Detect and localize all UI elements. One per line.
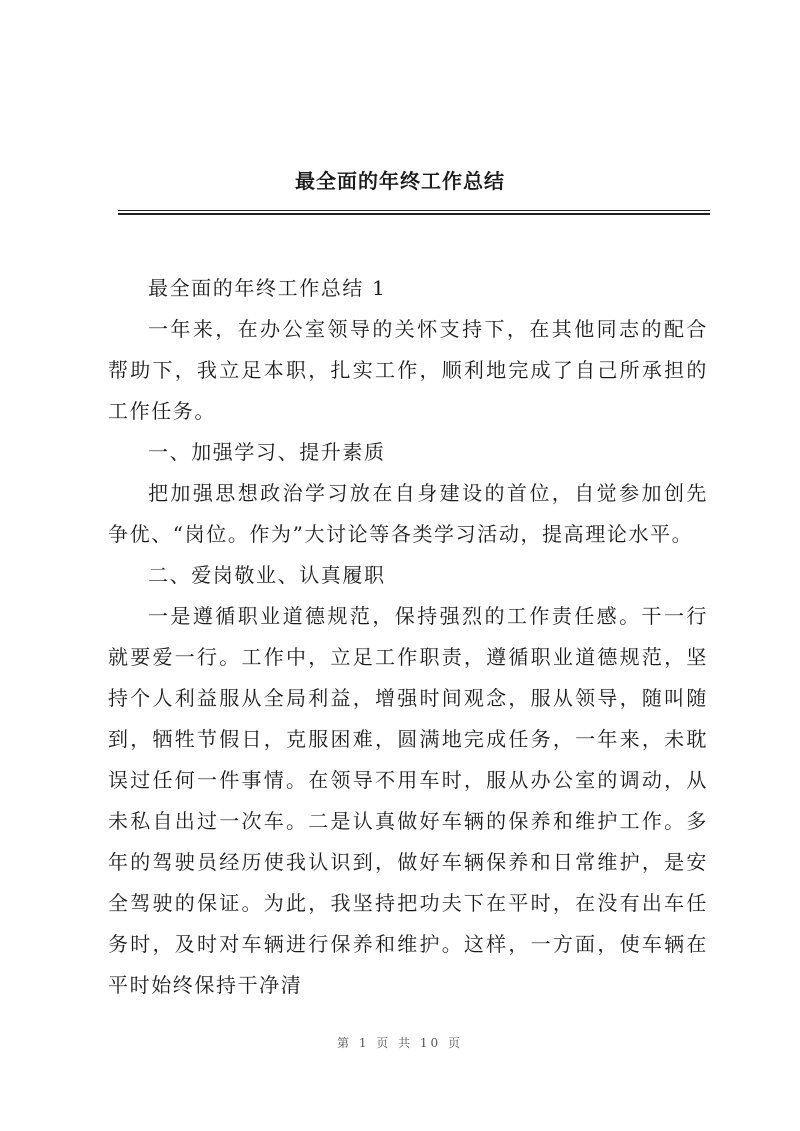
title-rule-thick — [118, 213, 710, 215]
body-paragraph: 一是遵循职业道德规范，保持强烈的工作责任感。干一行就要爱一行。工作中，立足工作职责，遵循职业道德规范，坚持个人利益服从全局利益，增强时间观念，服从领导，随叫随到，牺牲节假日，克服困难，圆满地完成任务，一年来，未耽误过任何一件事情。在领导不用车时，服从办公室的调动，从未私自出过一次车。二是认真做好车辆的保养和维护工作。多年的驾驶员经历使我认识到，做好车辆保养和日常维护，是安全驾驶的保证。为此，我坚持把功夫下在平时，在没有出车任务时，及时对车辆进行保养和维护。这样，一方面，使车辆在平时始终保持干净清 — [108, 604, 708, 997]
subsection-heading: 一、加强学习、提升素质 — [148, 440, 386, 464]
subsection-heading: 二、爱岗敬业、认真履职 — [148, 563, 386, 587]
document-title: 最全面的年终工作总结 — [295, 169, 505, 193]
section-heading: 最全面的年终工作总结 1 — [148, 276, 387, 300]
page-number-footer: 第 1 页 共 10 页 — [337, 1036, 463, 1050]
body-paragraph: 把加强思想政治学习放在自身建设的首位，自觉参加创先争优、“岗位。作为”大讨论等各类学习活动，提高理论水平。 — [108, 481, 708, 546]
body-paragraph: 一年来，在办公室领导的关怀支持下，在其他同志的配合帮助下，我立足本职，扎实工作，顺利地完成了自己所承担的工作任务。 — [108, 317, 708, 423]
document-body — [108, 268, 708, 1006]
title-rule-thin — [118, 210, 710, 211]
